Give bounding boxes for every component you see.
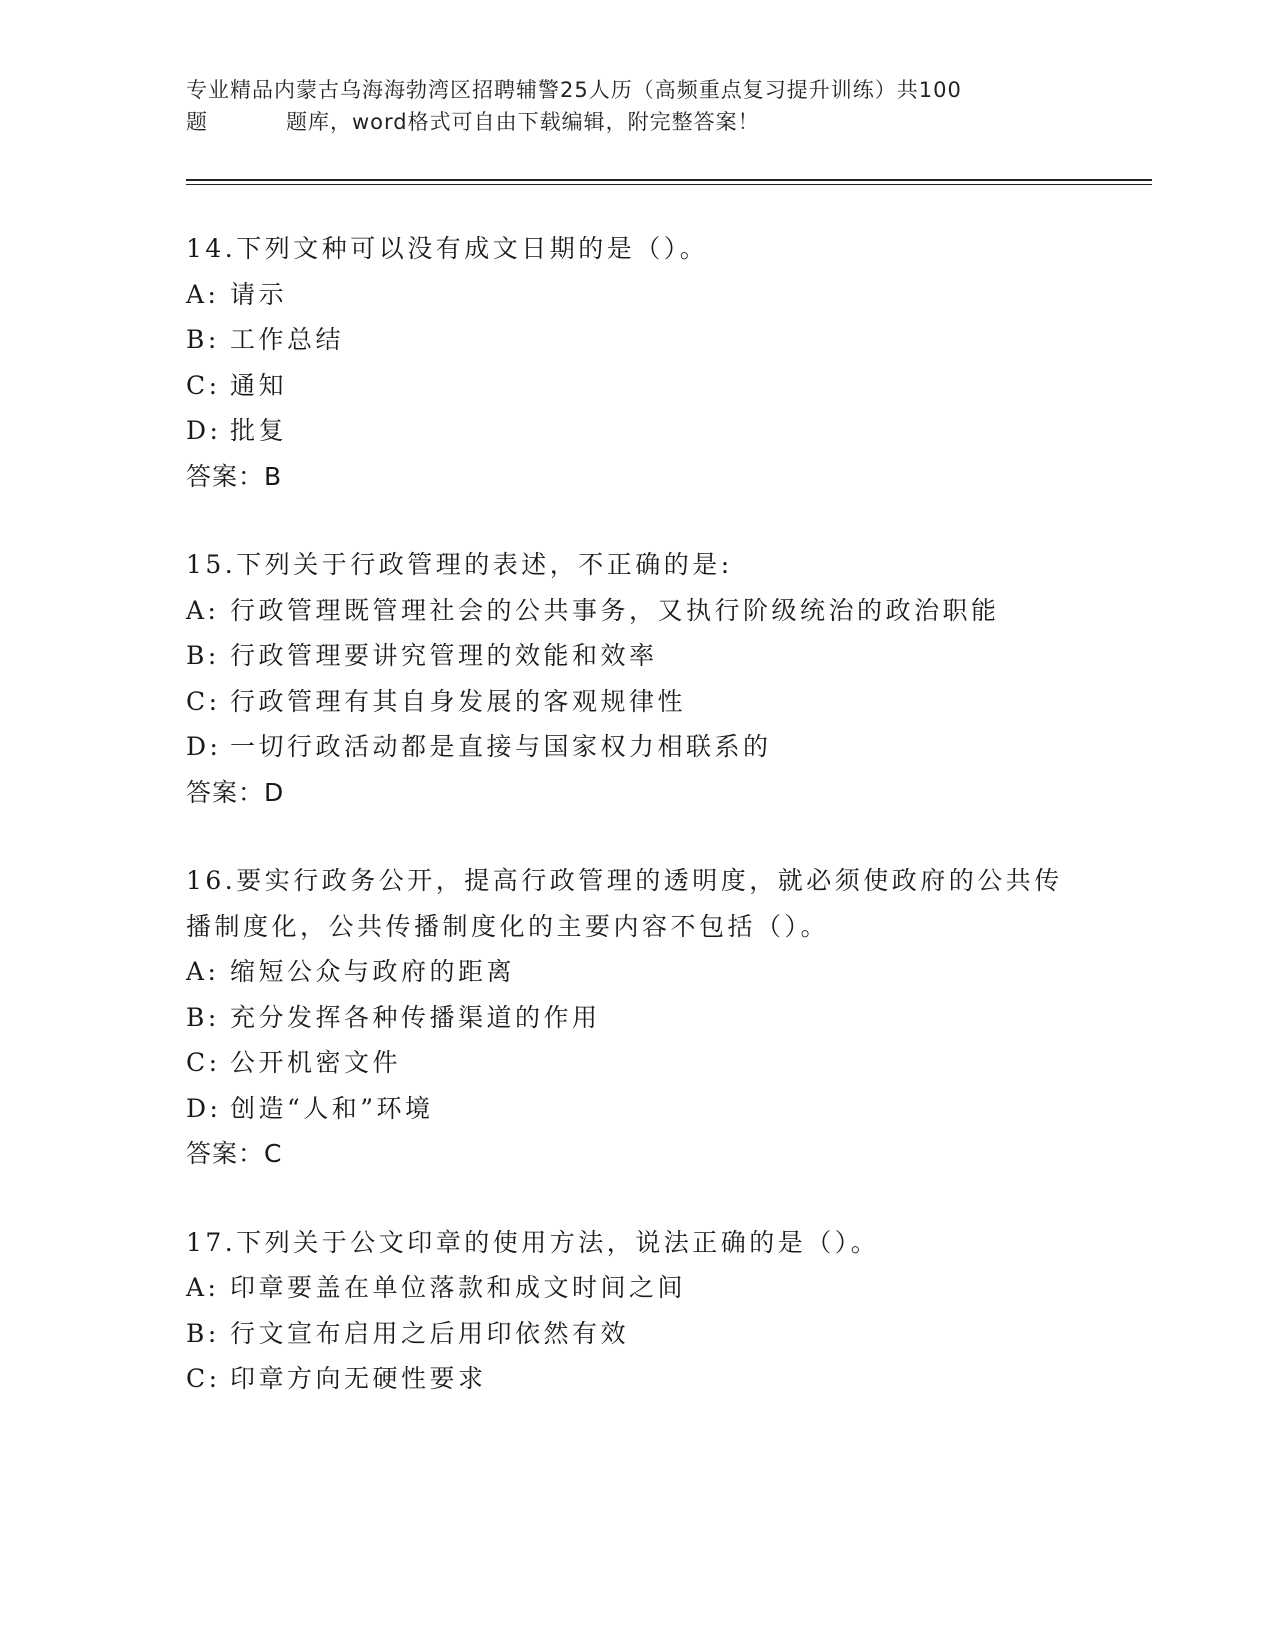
option-b: [186, 317, 1086, 363]
answer-line: 答案：C: [186, 1139, 283, 1168]
option-text: 通知: [230, 370, 288, 400]
option-text: 公开机密文件: [230, 1048, 402, 1077]
option-label: B:: [186, 1318, 220, 1348]
option-label: B:: [186, 641, 220, 670]
option-a: [186, 272, 1086, 318]
option-c: [186, 1040, 1086, 1086]
option-b: [186, 1311, 1086, 1357]
option-label: A:: [186, 1273, 220, 1302]
option-label: C:: [186, 1364, 221, 1393]
option-text: 工作总结: [230, 325, 345, 354]
option-b: [186, 633, 1086, 679]
option-text: 行政管理既管理社会的公共事务，又执行阶级统治的政治职能: [230, 595, 1000, 625]
header-title-line2: [186, 106, 1086, 138]
header-line2-rest: 题库，word格式可自由下载编辑，附完整答案！: [286, 110, 760, 134]
option-a: [186, 949, 1086, 995]
document-header: [186, 74, 1086, 138]
option-label: C:: [186, 1048, 221, 1077]
option-label: B:: [186, 325, 220, 354]
option-text: 印章要盖在单位落款和成文时间之间: [230, 1273, 687, 1302]
option-label: D:: [186, 732, 222, 761]
option-text: 一切行政活动都是直接与国家权力相联系的: [230, 732, 772, 761]
option-d: [186, 408, 1086, 454]
option-text: 印章方向无硬性要求: [230, 1364, 487, 1393]
option-b: [186, 995, 1086, 1041]
option-c: [186, 363, 1086, 409]
option-label: A:: [186, 957, 220, 986]
question-stem-line2: 播制度化，公共传播制度化的主要内容不包括（）。: [186, 911, 830, 941]
option-text: 充分发挥各种传播渠道的作用: [230, 1002, 601, 1032]
option-label: A:: [186, 279, 220, 309]
option-label: C:: [186, 370, 221, 400]
option-d: [186, 724, 1086, 770]
question-16: [186, 858, 1086, 1177]
option-label: C:: [186, 686, 221, 716]
answer-line: 答案：D: [186, 777, 285, 807]
option-text: 创造“人和”环境: [230, 1093, 434, 1123]
option-a: [186, 1265, 1086, 1311]
header-line2-lead: 题: [186, 110, 208, 134]
question-list: [186, 226, 1086, 1402]
question-stem: 17.下列关于公文印章的使用方法，说法正确的是（）。: [186, 1227, 880, 1257]
option-label: D:: [186, 416, 222, 445]
option-text: 行文宣布启用之后用印依然有效: [230, 1318, 630, 1348]
header-divider-thin: [186, 184, 1152, 185]
question-14: [186, 226, 1086, 499]
option-c: [186, 679, 1086, 725]
question-17: [186, 1220, 1086, 1402]
header-title-line1: 专业精品内蒙古乌海海勃湾区招聘辅警25人历（高频重点复习提升训练）共100: [186, 78, 962, 102]
option-c: [186, 1356, 1086, 1402]
question-stem: 15.下列关于行政管理的表述，不正确的是:: [186, 550, 733, 579]
option-text: 请示: [230, 279, 288, 309]
option-a: [186, 588, 1086, 634]
option-d: [186, 1086, 1086, 1132]
option-text: 行政管理要讲究管理的效能和效率: [230, 641, 658, 670]
header-divider-thick: [186, 179, 1152, 181]
question-15: [186, 542, 1086, 815]
option-text: 缩短公众与政府的距离: [230, 957, 516, 986]
option-text: 批复: [230, 416, 288, 445]
answer-line: 答案：B: [186, 461, 283, 491]
option-label: A:: [186, 595, 220, 625]
question-stem: 14.下列文种可以没有成文日期的是（）。: [186, 234, 709, 263]
option-label: D:: [186, 1093, 222, 1123]
question-stem-line1: 16.要实行政务公开，提高行政管理的透明度，就必须使政府的公共传: [186, 866, 1063, 895]
option-label: B:: [186, 1002, 220, 1032]
option-text: 行政管理有其自身发展的客观规律性: [230, 686, 687, 716]
